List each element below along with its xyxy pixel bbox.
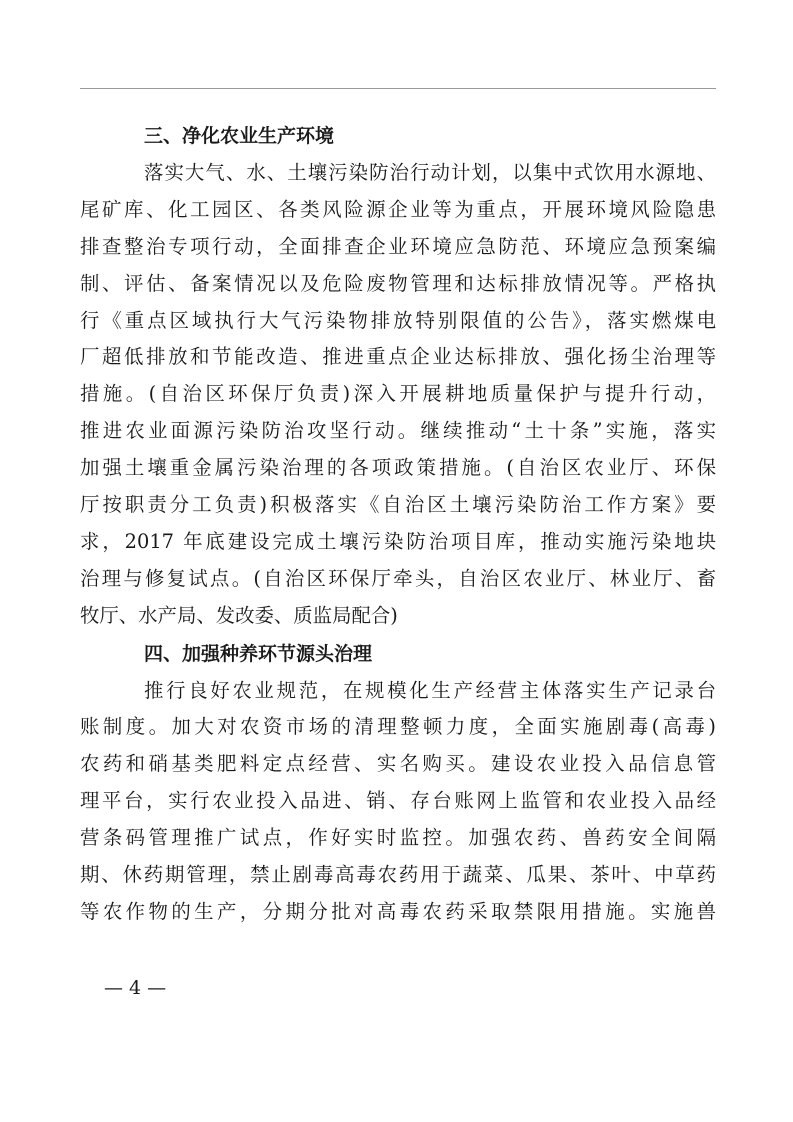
paragraph-line: 牧厅、水产局、发改委、质监局配合) bbox=[80, 603, 398, 627]
paragraph-line: 措施。(自治区环保厅负责)深入开展耕地质量保护与提升行动， bbox=[80, 382, 716, 406]
paragraph-line: 排查整治专项行动，全面排查企业环境应急防范、环境应急预案编 bbox=[80, 234, 716, 258]
section-3-heading: 三、净化农业生产环境 bbox=[144, 125, 335, 147]
paragraph-line: 营条码管理推广试点，作好实时监控。加强农药、兽药安全间隔 bbox=[80, 826, 716, 850]
paragraph-line: 尾矿库、化工园区、各类风险源企业等为重点，开展环境风险隐患 bbox=[80, 197, 716, 221]
paragraph-line: 推行良好农业规范，在规模化生产经营主体落实生产记录台 bbox=[144, 678, 716, 702]
paragraph-line: 行《重点区域执行大气污染物排放特别限值的公告》，落实燃煤电 bbox=[80, 308, 716, 332]
paragraph-line: 治理与修复试点。(自治区环保厅牵头，自治区农业厅、林业厅、畜 bbox=[80, 566, 716, 590]
paragraph-line: 厅按职责分工负责)积极落实《自治区土壤污染防治工作方案》要 bbox=[80, 493, 716, 517]
paragraph-line: 等农作物的生产，分期分批对高毒农药采取禁限用措施。实施兽 bbox=[80, 899, 716, 923]
section-4-heading: 四、加强种养环节源头治理 bbox=[144, 642, 373, 665]
paragraph-line: 账制度。加大对农资市场的清理整顿力度，全面实施剧毒(高毒) bbox=[80, 715, 716, 739]
paragraph-line: 厂超低排放和节能改造、推进重点企业达标排放、强化扬尘治理等 bbox=[80, 345, 716, 369]
header-rule bbox=[80, 88, 716, 89]
paragraph-line: 制、评估、备案情况以及危险废物管理和达标排放情况等。严格执 bbox=[80, 271, 716, 295]
paragraph-line: 落实大气、水、土壤污染防治行动计划，以集中式饮用水源地、 bbox=[144, 161, 716, 184]
paragraph-line: 求，2017 年底建设完成土壤污染防治项目库，推动实施污染地块 bbox=[80, 529, 716, 553]
paragraph-line: 加强土壤重金属污染治理的各项政策措施。(自治区农业厅、环保 bbox=[80, 456, 716, 480]
page-number: — 4 — bbox=[104, 977, 167, 999]
section-4-paragraph bbox=[80, 673, 716, 931]
paragraph-line: 推进农业面源污染防治攻坚行动。继续推动“土十条”实施，落实 bbox=[80, 419, 716, 443]
paragraph-line: 理平台，实行农业投入品进、销、存台账网上监管和农业投入品经 bbox=[80, 789, 716, 813]
document-body bbox=[80, 117, 716, 931]
paragraph-line: 农药和硝基类肥料定点经营、实名购买。建设农业投入品信息管 bbox=[80, 752, 716, 776]
section-3-paragraph bbox=[80, 155, 716, 635]
paragraph-line: 期、休药期管理，禁止剧毒高毒农药用于蔬菜、瓜果、茶叶、中草药 bbox=[80, 863, 716, 887]
